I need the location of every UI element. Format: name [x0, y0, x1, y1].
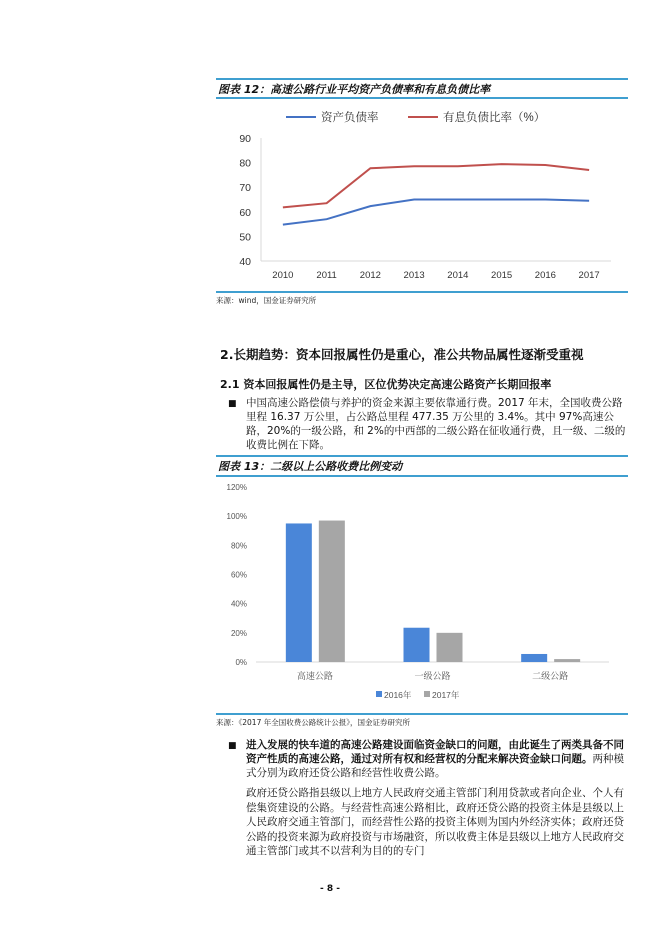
y-tick-label: 60	[239, 206, 251, 219]
y-tick-label: 120%	[226, 483, 247, 492]
x-tick-label: 2017	[578, 270, 600, 281]
x-tick-label: 2016	[534, 270, 556, 281]
bar-chart	[216, 477, 628, 711]
page-number: - 8 -	[320, 884, 340, 894]
paragraph-bold: 进入发展的快车道的高速公路建设面临资金缺口的问题，由此诞生了两类具备不同资产性质的高速公路，通过对所有权和经营权的分配来解决资金缺口问题。	[246, 739, 624, 765]
bar-0	[404, 628, 430, 662]
divider	[216, 97, 628, 99]
x-tick-label: 2010	[272, 270, 294, 281]
divider	[216, 78, 628, 80]
y-tick-label: 70	[239, 182, 251, 195]
divider	[216, 455, 628, 457]
line-chart	[216, 100, 628, 290]
paragraph-rest: 两种模式分别为政府还贷公路和经营性收费公路。	[246, 753, 624, 779]
bar-0	[521, 654, 547, 662]
paragraph	[246, 738, 628, 780]
paragraph: 中国高速公路偿债与养护的资金来源主要依靠通行费。2017 年末，全国收费公路里程 16.37 万公里，占公路总里程 477.35 万公里的 3.4%。其中 97%高速公路，20%的一级公路，和 2%的中西部的二级公路在征收通行费，且一级、二级的收费比例在下降。	[246, 397, 626, 451]
divider	[216, 713, 628, 715]
bar-1	[319, 521, 345, 662]
x-tick-label: 2013	[403, 270, 425, 281]
legend-label: 2017年	[432, 690, 460, 700]
x-tick-label: 2014	[447, 270, 469, 281]
legend-label: 2016年	[384, 690, 412, 700]
bar-0	[286, 523, 312, 662]
figure13-title: 图表 13：二级以上公路收费比例变动	[218, 460, 403, 473]
legend-swatch	[376, 691, 382, 697]
y-tick-label: 50	[239, 231, 251, 244]
legend-label: 资产负债率	[321, 112, 379, 124]
figure12-title: 图表 12：高速公路行业平均资产负债率和有息负债比率	[218, 83, 491, 96]
subsection-heading: 2.1 资本回报属性仍是主导，区位优势决定高速公路资产长期回报率	[220, 378, 552, 391]
figure12-source: 来源：wind，国金证券研究所	[216, 296, 317, 305]
x-tick-label: 2015	[491, 270, 513, 281]
y-tick-label: 90	[239, 133, 251, 145]
y-tick-label: 100%	[226, 512, 247, 522]
bullet-icon: ■	[228, 399, 237, 409]
bar-1	[437, 633, 463, 662]
legend-label: 有息负债比率（%）	[443, 112, 546, 124]
paragraph: 政府还贷公路指县级以上地方人民政府交通主管部门利用贷款或者向企业、个人有偿集资建设的公路。与经营性高速公路相比，政府还贷公路的投资主体是县级以上人民政府交通主管部门，而经营性公路的投资主体则为国内外经济实体；政府还贷公路的投资来源为政府投资与市场融资，所以收费主体是县级以上地方人民政府交通主管部门或其不以营利为目的的专门	[246, 787, 624, 857]
y-tick-label: 80	[239, 157, 251, 170]
y-tick-label: 20%	[230, 628, 247, 638]
x-tick-label: 2012	[359, 270, 381, 281]
bullet-icon: ■	[228, 741, 237, 751]
y-tick-label: 80%	[230, 541, 247, 551]
y-tick-label: 0%	[235, 658, 247, 667]
y-tick-label: 60%	[230, 570, 247, 580]
legend-swatch	[424, 691, 430, 697]
bar-1	[554, 659, 580, 662]
y-tick-label: 40	[239, 256, 251, 268]
section-heading: 2.长期趋势：资本回报属性仍是重心，准公共物品属性逐渐受重视	[220, 347, 584, 362]
figure13-source: 来源：《2017 年全国收费公路统计公报》，国金证券研究所	[216, 718, 410, 727]
category-label: 一级公路	[414, 671, 451, 681]
category-label: 二级公路	[532, 671, 569, 681]
series-line-0	[283, 200, 589, 225]
category-label: 高速公路	[296, 671, 333, 681]
divider	[216, 291, 628, 293]
y-tick-label: 40%	[230, 599, 247, 609]
x-tick-label: 2011	[316, 270, 337, 281]
series-line-1	[283, 164, 589, 207]
